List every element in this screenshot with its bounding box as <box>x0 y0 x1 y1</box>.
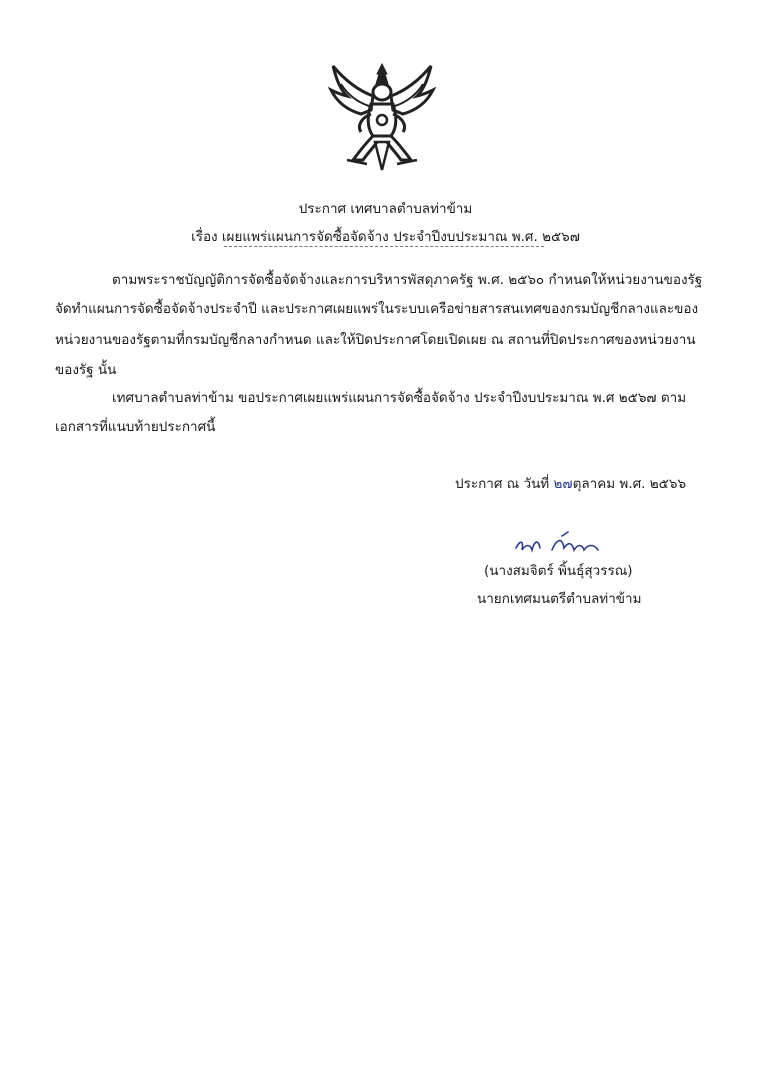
handwritten-signature <box>512 530 632 558</box>
announcement-subject: เรื่อง เผยแพร่แผนการจัดซื้อจัดจ้าง ประจำปีงบประมาณ พ.ศ. ๒๕๖๗ <box>191 229 580 245</box>
signatory-position: นายกเทศมนตรีตำบลท่าข้าม <box>477 591 642 607</box>
announcement-date <box>455 472 686 494</box>
announcement-title: ประกาศ เทศบาลตำบลท่าข้าม <box>298 201 473 217</box>
body-line: จัดทำแผนการจัดซื้อจัดจ้างประจำปี และประกาศเผยแพร่ในระบบเครือข่ายสารสนเทศของกรมบัญชีกลางและของ <box>55 301 699 317</box>
garuda-emblem-icon <box>327 60 437 176</box>
body-line: เอกสารที่แนบท้ายประกาศนี้ <box>55 419 216 435</box>
body-line: ของรัฐ นั้น <box>55 362 117 378</box>
divider <box>224 246 544 247</box>
body-line: ตามพระราชบัญญัติการจัดซื้อจัดจ้างและการบริหารพัสดุภาครัฐ พ.ศ. ๒๕๖๐ กำหนดให้หน่วยงานของรัฐ <box>112 272 703 288</box>
body-line: หน่วยงานของรัฐตามที่กรมบัญชีกลางกำหนด และให้ปิดประกาศโดยเปิดเผย ณ สถานที่ปิดประกาศของหน่วยงาน <box>55 332 696 348</box>
body-line: เทศบาลตำบลท่าข้าม ขอประกาศเผยแพร่แผนการจัดซื้อจัดจ้าง ประจำปีงบประมาณ พ.ศ ๒๕๖๗ ตาม <box>112 390 687 406</box>
date-prefix: ประกาศ ณ วันที่ <box>455 476 554 492</box>
date-day-handwritten: ๒๗ <box>553 476 573 492</box>
signatory-name: (นางสมจิตร์ พิ้นธุ์สุวรรณ) <box>484 563 633 579</box>
date-rest: ตุลาคม พ.ศ. ๒๕๖๖ <box>572 476 687 492</box>
